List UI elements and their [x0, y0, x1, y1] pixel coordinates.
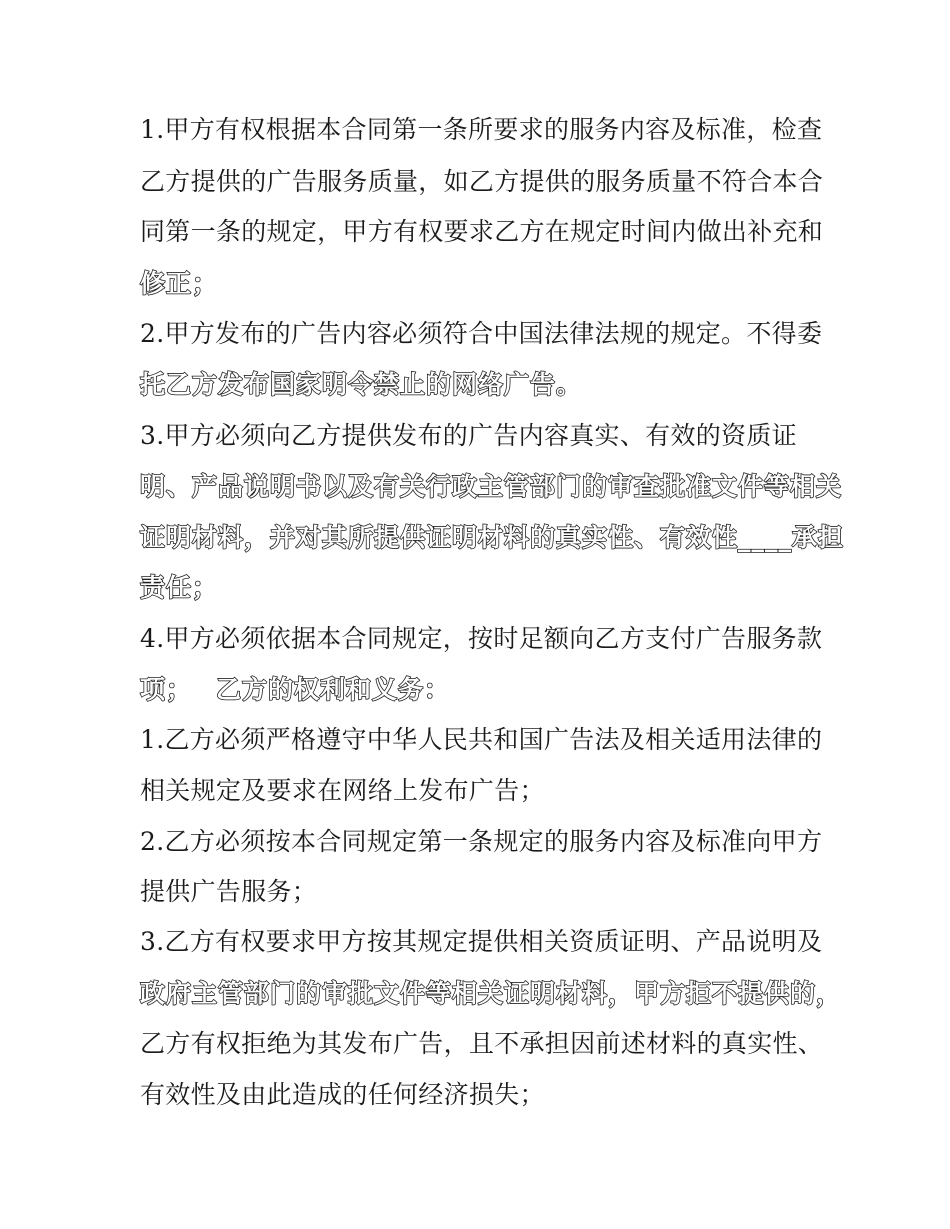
text-line-7: 3.甲方必须向乙方提供发布的广告内容真实、有效的资质证 [140, 421, 797, 450]
text-line-16: 提供广告服务； [140, 877, 318, 906]
text-line-9: 证明材料，并对其所提供证明材料的真实性、有效性____承担 [140, 523, 845, 552]
text-line-8: 明、产品说明书以及有关行政主管部门的审查批准文件等相关 [140, 472, 843, 501]
text-line-14: 相关规定及要求在网络上发布广告； [140, 776, 545, 805]
text-line-1: 1.甲方有权根据本合同第一条所要求的服务内容及标准，检查 [140, 115, 823, 144]
text-line-3: 同第一条的规定，甲方有权要求乙方在规定时间内做出补充和 [140, 217, 824, 246]
text-line-12 [140, 670, 840, 710]
text-line-11: 4.甲方必须依据本合同规定，按时足额向乙方支付广告服务款 [140, 624, 823, 653]
text-line-19: 乙方有权拒绝为其发布广告，且不承担因前述材料的真实性、 [140, 1029, 824, 1058]
text-line-10: 责任； [140, 573, 219, 602]
text-line-20: 有效性及由此造成的任何经济损失； [140, 1080, 545, 1109]
text-line-17: 3.乙方有权要求甲方按其规定提供相关资质证明、产品说明及 [140, 927, 823, 956]
text-line-2: 乙方提供的广告服务质量，如乙方提供的服务质量不符合本合 [140, 167, 824, 196]
text-line-5: 2.甲方发布的广告内容必须符合中国法律法规的规定。不得委 [140, 319, 823, 348]
text-line-12-b: 乙方的权利和义务： [216, 675, 451, 704]
text-line-13: 1.乙方必须严格遵守中华人民共和国广告法及相关适用法律的 [140, 725, 823, 754]
text-line-18: 政府主管部门的审批文件等相关证明材料，甲方拒不提供的， [140, 979, 843, 1008]
text-line-4: 修正； [140, 269, 219, 298]
text-line-15: 2.乙方必须按本合同规定第一条规定的服务内容及标准向甲方 [140, 827, 823, 856]
text-line-12-a: 项； [140, 675, 193, 704]
text-line-6: 托乙方发布国家明令禁止的网络广告。 [140, 370, 583, 399]
